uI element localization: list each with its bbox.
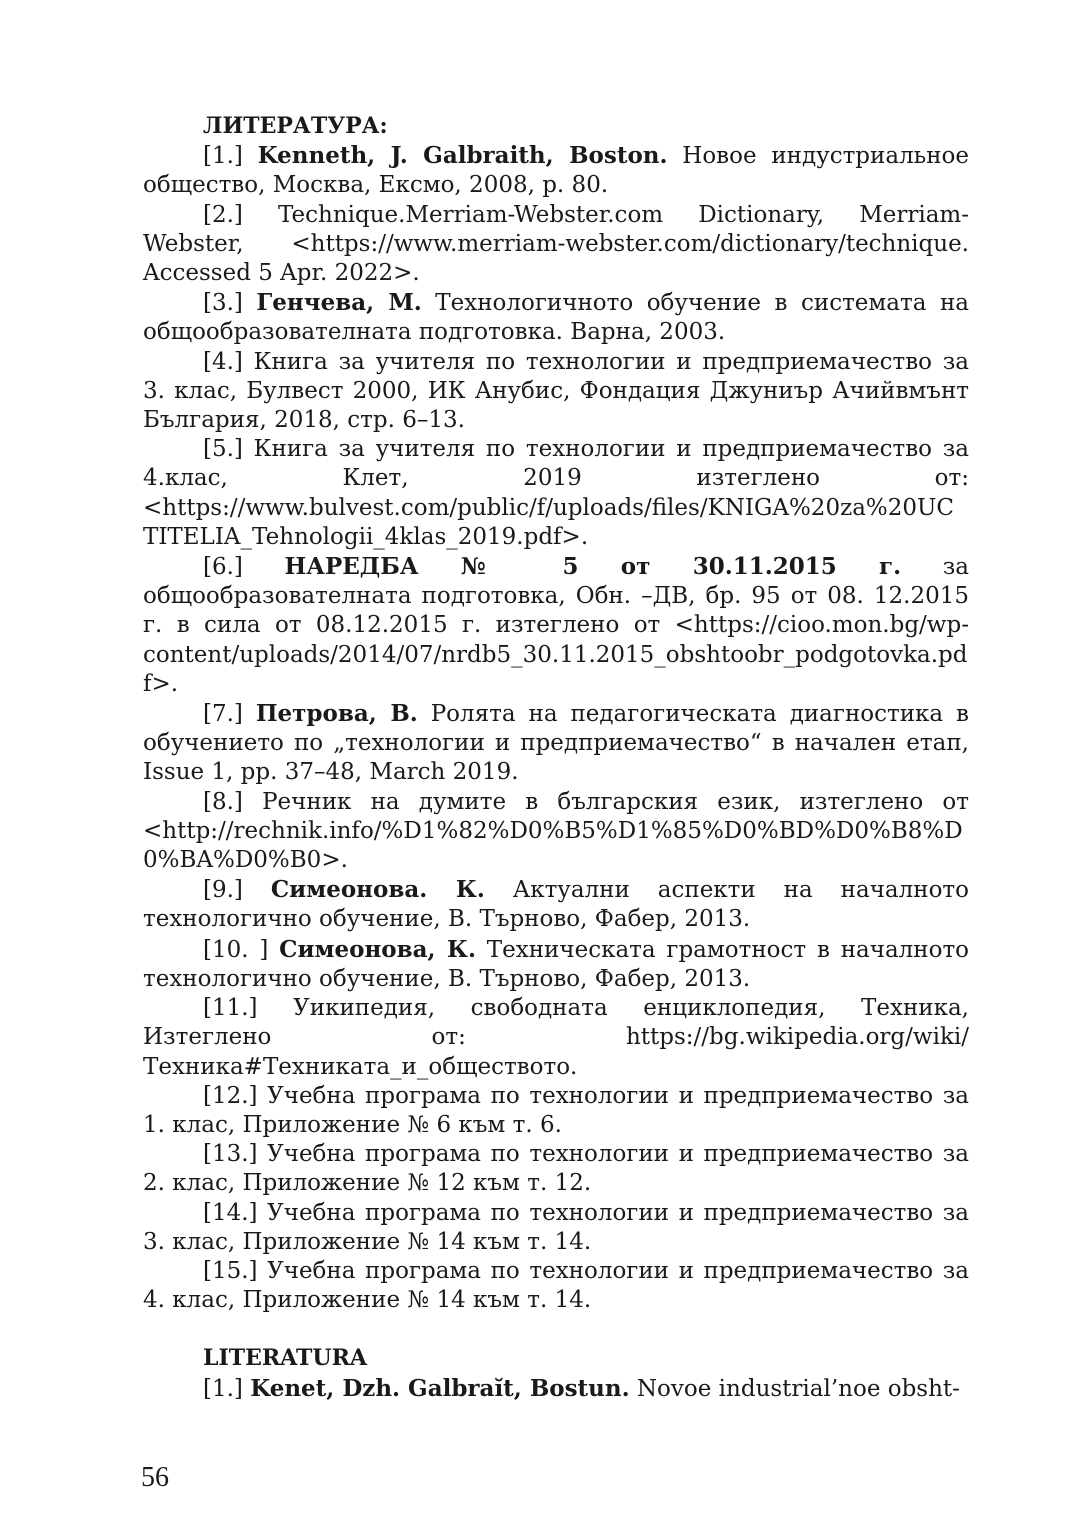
reference-item	[143, 699, 969, 788]
reference-item	[143, 552, 969, 699]
reference-number: [7.]	[203, 701, 243, 728]
reference-number: [6.]	[203, 554, 243, 581]
section-spacer	[143, 1315, 969, 1344]
reference-number: [4.]	[203, 348, 243, 375]
reference-item	[143, 1140, 969, 1198]
reference-text: за общообразователната подготовка, Обн. –ДВ, бр. 95 от 08. 12.2015 г. в сила от 08.12.2015 г. изтеглено от <https://cioo.mon.bg/wp-content/uploads/2014/07/nrdb5_30.11.2015_obshtoobr_podgotovka.pdf>.	[143, 554, 969, 697]
reference-item	[143, 288, 969, 347]
reference-item	[143, 935, 969, 994]
reference-item	[143, 1082, 969, 1140]
reference-item	[143, 1199, 969, 1257]
reference-number: [1.]	[203, 1375, 243, 1402]
reference-number: [15.]	[203, 1257, 258, 1284]
reference-text: Технологичното обучение в системата на общообразователната подготовка. Варна, 2003.	[143, 290, 969, 346]
reference-author: Генчева, М.	[256, 289, 422, 317]
reference-number: [3.]	[203, 290, 243, 317]
reference-author: Симеонова, К.	[279, 935, 476, 963]
reference-number: [11.]	[203, 995, 258, 1022]
reference-text: Уикипедия, свободната енциклопедия, Техника, Изтеглено от: https://bg.wikipedia.org/wiki/Техника#Техниката_и_обществото.	[143, 995, 969, 1080]
reference-item	[143, 435, 969, 552]
reference-item	[143, 994, 969, 1082]
reference-text: Книга за учителя по технологии и предприемачество за 3. клас, Булвест 2000, ИК Анубис, Фондация Джуниър Ачийвмънт България, 2018, стр. 6–13.	[143, 348, 969, 434]
reference-item	[143, 875, 969, 934]
reference-author: Петрова, В.	[255, 700, 418, 728]
reference-number: [8.]	[203, 788, 243, 815]
reference-item	[143, 788, 969, 876]
reference-number: [9.]	[203, 877, 243, 904]
reference-item	[143, 141, 969, 200]
reference-list-latin	[143, 1374, 969, 1404]
reference-item	[143, 1374, 969, 1404]
reference-author: Симеонова. К.	[270, 876, 485, 904]
bibliography-heading-latin: LITERATURA	[203, 1345, 367, 1372]
reference-text: Актуални аспекти на началното технологично обучение, В. Търново, Фабер, 2013.	[143, 877, 970, 933]
reference-text: Техническата грамотност в началното технологично обучение, В. Търново, Фабер, 2013.	[143, 936, 970, 992]
reference-text: Учебна програма по технологии и предприемачество за 3. клас, Приложение № 14 към т. 14.	[143, 1199, 969, 1255]
reference-number: [13.]	[203, 1141, 258, 1168]
bibliography-heading: ЛИТЕРАТУРА:	[203, 113, 388, 139]
page-number: 56	[141, 1462, 169, 1493]
reference-author: Kenneth, J. Galbraith, Boston.	[257, 142, 668, 170]
reference-text: Ролята на педагогическата диагностика в обучението по „технологии и предприемачество“ в начален етап, Issue 1, pp. 37–48, March 2019.	[143, 701, 970, 786]
bibliography	[143, 112, 969, 1404]
reference-text: Novoe industrial’noe obsht-	[629, 1375, 960, 1402]
reference-text: Учебна програма по технологии и предприемачество за 2. клас, Приложение № 12 към т. 12.	[143, 1141, 969, 1197]
reference-number: [12.]	[203, 1082, 258, 1109]
reference-author: Kenet, Dzh. Galbraĭt, Bostun.	[250, 1374, 630, 1402]
reference-number: [14.]	[203, 1199, 258, 1226]
reference-number: [2.]	[203, 201, 243, 228]
reference-number: [10. ]	[203, 936, 269, 963]
reference-text: Учебна програма по технологии и предприемачество за 4. клас, Приложение № 14 към т. 14.	[143, 1257, 969, 1314]
reference-text: Новое индустриальное общество, Москва, Ексмо, 2008, p. 80.	[143, 143, 969, 199]
reference-number: [1.]	[203, 143, 243, 170]
reference-number: [5.]	[203, 436, 243, 463]
reference-text: Учебна програма по технологии и предприемачество за 1. клас, Приложение № 6 към т. 6.	[143, 1082, 969, 1138]
reference-text: Technique.Merriam-Webster.com Dictionary, Merriam-Webster, <https://www.merriam-webster.com/dictionary/technique. Accessed 5 Apr. 2022>.	[143, 201, 969, 287]
reference-item	[143, 348, 969, 436]
reference-list	[143, 141, 969, 1315]
reference-author: НАРЕДБА № 5 от 30.11.2015 г.	[284, 553, 902, 581]
reference-text: Книга за учителя по технологии и предприемачество за 4.клас, Клет, 2019 изтеглено от: <https://www.bulvest.com/public/f/uploads/files/KNIGA%20za%20UCTITELIA_Tehnologii_4klas_2019.pdf>.	[143, 436, 969, 550]
reference-item	[143, 201, 969, 289]
reference-item	[143, 1257, 969, 1315]
reference-text: Речник на думите в българския език, изтеглено от <http://rechnik.info/%D1%82%D0%B5%D1%85%D0%BD%D0%B8%D0%BA%D0%B0>.	[143, 788, 969, 874]
